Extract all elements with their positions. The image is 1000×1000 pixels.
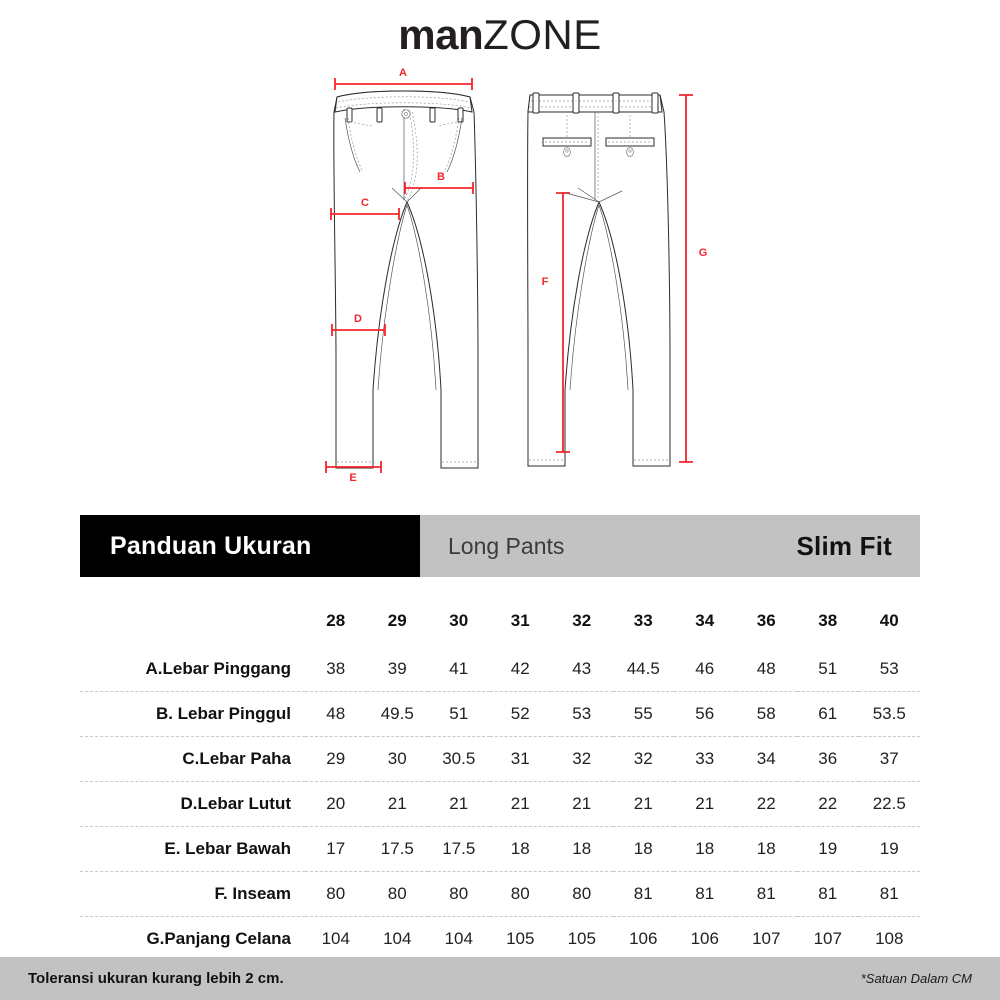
size-header-28: 28 [326, 611, 346, 630]
cell-e-30: 17.5 [428, 827, 490, 872]
cell-c-28: 29 [305, 737, 367, 782]
brand-logo [0, 11, 1000, 58]
cell-d-32: 21 [551, 782, 613, 827]
size-guide-heading: Panduan Ukuran [80, 515, 420, 577]
table-row [80, 647, 920, 692]
cell-c-38: 36 [797, 737, 859, 782]
cell-b-29: 49.5 [367, 692, 429, 737]
measure-label-a: A.Lebar Pinggang [80, 647, 305, 692]
cell-d-38: 22 [797, 782, 859, 827]
marker-label-A: A [399, 67, 407, 79]
cell-e-34: 18 [674, 827, 736, 872]
size-header-31: 31 [510, 611, 530, 630]
cell-b-32: 53 [551, 692, 613, 737]
cell-f-40: 81 [859, 872, 921, 917]
marker-label-F: F [541, 276, 549, 288]
measure-label-d: D.Lebar Lutut [80, 782, 305, 827]
measurement-marker-A [335, 67, 472, 90]
cell-b-34: 56 [674, 692, 736, 737]
cell-a-33: 44.5 [613, 647, 675, 692]
marker-label-B: B [437, 171, 445, 183]
cell-d-40: 22.5 [859, 782, 921, 827]
cell-a-40: 53 [859, 647, 921, 692]
cell-a-36: 48 [736, 647, 798, 692]
size-header-34: 34 [695, 611, 715, 630]
cell-g-28: 104 [321, 929, 350, 948]
measure-label-g: G.Panjang Celana [146, 929, 291, 948]
cell-b-30: 51 [428, 692, 490, 737]
cell-e-31: 18 [490, 827, 552, 872]
cell-e-33: 18 [613, 827, 675, 872]
cell-c-32: 32 [551, 737, 613, 782]
cell-f-30: 80 [428, 872, 490, 917]
size-header-29: 29 [387, 611, 407, 630]
cell-e-38: 19 [797, 827, 859, 872]
cell-c-31: 31 [490, 737, 552, 782]
cell-d-29: 21 [367, 782, 429, 827]
cell-g-30: 104 [444, 929, 473, 948]
table-row [80, 692, 920, 737]
measure-label-e: E. Lebar Bawah [80, 827, 305, 872]
product-type-label: Long Pants [448, 532, 565, 559]
cell-f-29: 80 [367, 872, 429, 917]
cell-d-33: 21 [613, 782, 675, 827]
cell-d-36: 22 [736, 782, 798, 827]
cell-f-33: 81 [613, 872, 675, 917]
size-table-container [80, 605, 920, 961]
size-table [80, 605, 920, 961]
cell-c-33: 32 [613, 737, 675, 782]
cell-d-30: 21 [428, 782, 490, 827]
cell-e-28: 17 [305, 827, 367, 872]
cell-e-36: 18 [736, 827, 798, 872]
cell-c-29: 30 [367, 737, 429, 782]
cell-f-28: 80 [305, 872, 367, 917]
marker-label-E: E [349, 472, 357, 484]
measurement-marker-G [679, 95, 707, 462]
cell-c-40: 37 [859, 737, 921, 782]
cell-a-28: 38 [305, 647, 367, 692]
tolerance-note: Toleransi ukuran kurang lebih 2 cm. [28, 970, 284, 987]
cell-g-34: 106 [690, 929, 719, 948]
cell-b-36: 58 [736, 692, 798, 737]
footer-bar [0, 957, 1000, 1000]
cell-g-32: 105 [567, 929, 596, 948]
cell-a-32: 43 [551, 647, 613, 692]
cell-d-31: 21 [490, 782, 552, 827]
cell-g-40: 108 [875, 929, 904, 948]
cell-c-30: 30.5 [428, 737, 490, 782]
cell-b-40: 53.5 [859, 692, 921, 737]
pants-front-view [334, 91, 478, 468]
brand-logo-zone: ZONE [483, 11, 602, 58]
cell-g-36: 107 [752, 929, 781, 948]
marker-label-G: G [698, 247, 708, 259]
cell-e-29: 17.5 [367, 827, 429, 872]
cell-c-34: 33 [674, 737, 736, 782]
cell-f-36: 81 [736, 872, 798, 917]
pants-back-view [528, 93, 670, 466]
cell-a-30: 41 [428, 647, 490, 692]
cell-g-33: 106 [629, 929, 658, 948]
size-header-38: 38 [818, 611, 838, 630]
size-table-head [80, 605, 920, 647]
marker-label-C: C [361, 197, 369, 209]
cell-f-32: 80 [551, 872, 613, 917]
cell-b-33: 55 [613, 692, 675, 737]
size-header-32: 32 [572, 611, 592, 630]
cell-g-29: 104 [383, 929, 412, 948]
cell-e-32: 18 [551, 827, 613, 872]
marker-label-D: D [354, 313, 362, 325]
cell-b-38: 61 [797, 692, 859, 737]
cell-b-31: 52 [490, 692, 552, 737]
measure-label-b: B. Lebar Pinggul [80, 692, 305, 737]
size-table-body [80, 647, 920, 961]
size-guide-subbar [420, 515, 920, 577]
measure-label-c: C.Lebar Paha [80, 737, 305, 782]
size-guide-title-bar [80, 515, 920, 577]
brand-logo-man: man [398, 11, 484, 58]
cell-d-34: 21 [674, 782, 736, 827]
fit-type-label: Slim Fit [796, 530, 892, 561]
size-header-row [80, 605, 920, 647]
table-row [80, 917, 920, 962]
cell-a-38: 51 [797, 647, 859, 692]
table-row [80, 737, 920, 782]
pants-technical-drawing [0, 60, 1000, 510]
cell-a-34: 46 [674, 647, 736, 692]
table-corner-cell [80, 605, 305, 647]
cell-g-31: 105 [506, 929, 535, 948]
table-row [80, 782, 920, 827]
cell-d-28: 20 [305, 782, 367, 827]
cell-a-29: 39 [367, 647, 429, 692]
cell-a-31: 42 [490, 647, 552, 692]
cell-f-31: 80 [490, 872, 552, 917]
unit-note: *Satuan Dalam CM [860, 971, 972, 986]
cell-f-38: 81 [797, 872, 859, 917]
size-header-30: 30 [449, 611, 469, 630]
size-header-40: 40 [879, 611, 899, 630]
cell-g-38: 107 [813, 929, 842, 948]
measure-label-f: F. Inseam [80, 872, 305, 917]
cell-e-40: 19 [859, 827, 921, 872]
table-row [80, 827, 920, 872]
size-header-33: 33 [633, 611, 653, 630]
cell-b-28: 48 [305, 692, 367, 737]
cell-c-36: 34 [736, 737, 798, 782]
table-row [80, 872, 920, 917]
cell-f-34: 81 [674, 872, 736, 917]
size-header-36: 36 [756, 611, 776, 630]
